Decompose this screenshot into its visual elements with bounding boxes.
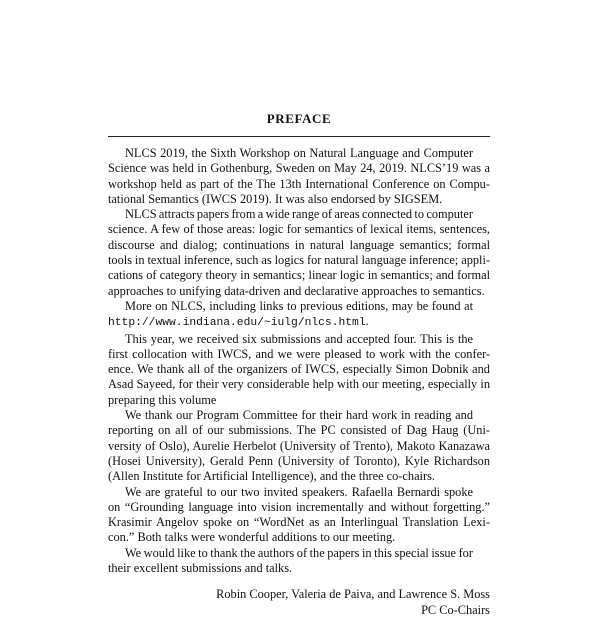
text-line: first collocation with IWCS, and we were pleased to work with the confer-: [108, 346, 491, 361]
text-line: We would like to thank the authors of the papers in this special issue for: [125, 545, 473, 560]
paragraph-program-committee: [108, 408, 490, 484]
text-line: We thank our Program Committee for their hard work in reading and: [125, 408, 473, 423]
paragraph-invited-speakers: [108, 485, 490, 546]
text-line: (Allen Institute for Artificial Intelligence), and the three co-chairs.: [108, 469, 435, 484]
signature-block: [108, 587, 490, 618]
text-line: We are grateful to our two invited speakers. Rafaella Bernardi spoke: [125, 484, 473, 499]
paragraph-workshop-intro: [108, 146, 490, 207]
text-line: This year, we received six submissions and accepted four. This is the: [125, 331, 474, 346]
text-line: discourse and dialog; continuations in natural language semantics; formal: [108, 237, 490, 252]
paragraph-thanks-authors: [108, 546, 490, 577]
text-line: ence. We thank all of the organizers of IWCS, especially Simon Dobnik and: [108, 362, 490, 377]
text-line: approaches to unifying data-driven and declarative approaches to semantics.: [108, 283, 485, 298]
text-line: their excellent submissions and talks.: [108, 561, 293, 576]
text-line: tools in textual inference, such as logics for natural language inference; appli-: [108, 253, 491, 268]
nlcs-url-link[interactable]: http://www.indiana.edu/~iulg/nlcs.html: [108, 317, 366, 330]
text-line: Asad Sayeed, for their very considerable help with our meeting, especially in: [108, 377, 491, 392]
text-line: (Hosei University), Gerald Penn (University of Toronto), Kyle Richardson: [108, 453, 491, 468]
signature-role: PC Co-Chairs: [421, 602, 490, 617]
title-rule: [108, 136, 490, 137]
text-line: on “Grounding language into vision incrementally and without forgetting.”: [108, 499, 491, 514]
text-line: workshop held as part of the The 13th International Conference on Compu-: [108, 176, 490, 191]
paragraph-more-info: [108, 299, 490, 332]
preface-page: [108, 112, 490, 618]
text-line: Krasimir Angelov spoke on “WordNet as an Interlingual Translation Lexi-: [108, 515, 490, 530]
text-line: reporting on all of our submissions. The PC consisted of Dag Haug (Uni-: [108, 423, 490, 438]
signature-names: Robin Cooper, Valeria de Paiva, and Lawrence S. Moss: [216, 587, 490, 602]
text-line: NLCS 2019, the Sixth Workshop on Natural Language and Computer: [125, 146, 473, 160]
text-line: More on NLCS, including links to previous editions, may be found at: [125, 298, 474, 313]
text-line: versity of Oslo), Aurelie Herbelot (University of Trento), Makoto Kanazawa: [108, 438, 491, 453]
page-title: PREFACE: [266, 111, 332, 126]
preface-body: [108, 146, 490, 576]
text-line: NLCS attracts papers from a wide range of areas connected to computer: [125, 207, 473, 222]
text-line: tational Semantics (IWCS 2019). It was also endorsed by SIGSEM.: [108, 191, 443, 206]
paragraph-submissions: [108, 332, 490, 408]
url-line: [108, 314, 490, 331]
text-line: cations of category theory in semantics; linear logic in semantics; and formal: [108, 268, 491, 283]
text-line: con.” Both talks were wonderful additions to our meeting.: [108, 530, 396, 545]
text-line: science. A few of those areas: logic for semantics of lexical items, sentences,: [108, 222, 490, 237]
url-period: .: [365, 314, 369, 329]
text-line: preparing this volume: [108, 392, 217, 407]
paragraph-topics: [108, 207, 490, 299]
text-line: Science was held in Gothenburg, Sweden on May 24, 2019. NLCS’19 was a: [108, 161, 491, 176]
